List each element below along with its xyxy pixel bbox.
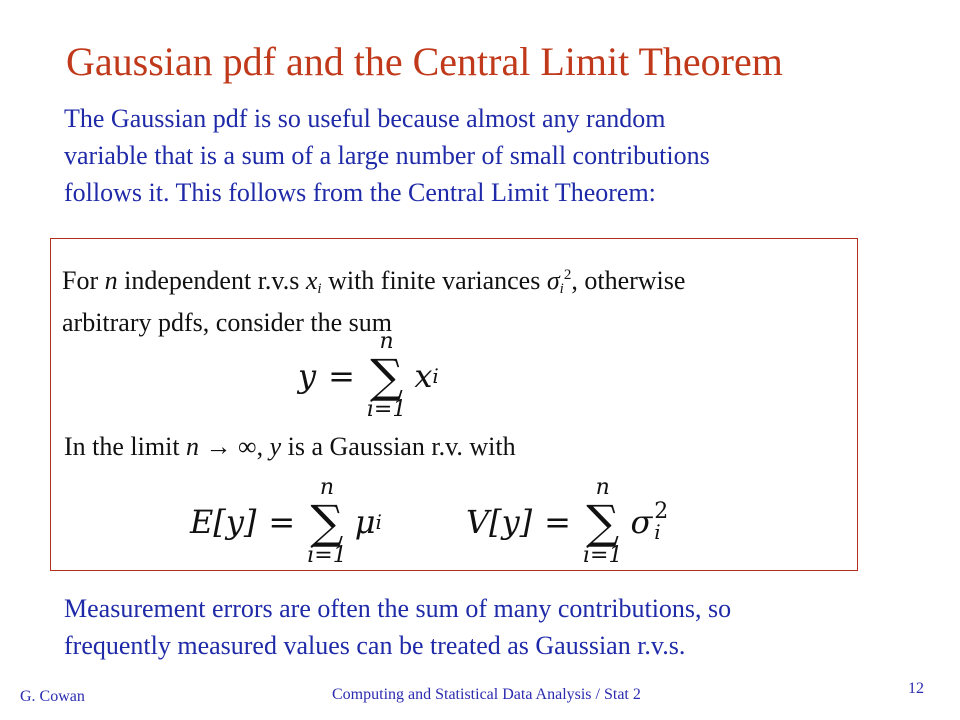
sum-term-subscript: i <box>432 364 439 388</box>
footer-course: Computing and Statistical Data Analysis / Stat 2 <box>332 686 641 703</box>
math-y: y <box>269 432 282 461</box>
text-fragment: with finite variances <box>321 266 547 295</box>
sum-upper-limit: n <box>595 475 610 500</box>
footer-author: G. Cowan <box>20 688 85 705</box>
text-fragment: For <box>62 266 105 295</box>
eq-lhs: E[y] <box>190 503 257 541</box>
text-fragment: is a Gaussian r.v. with <box>281 432 516 461</box>
sum-term-subscript: i <box>654 520 661 544</box>
closing-line: frequently measured values can be treated as Gaussian r.v.s. <box>64 631 686 660</box>
math-subscript: i <box>317 281 322 297</box>
sigma-icon: ∑ <box>586 495 620 549</box>
math-n: n <box>186 432 200 461</box>
slide-title: Gaussian pdf and the Central Limit Theorem <box>66 39 783 84</box>
math-n: n <box>104 266 118 295</box>
mean-equation <box>190 476 382 568</box>
term-scripts <box>654 499 669 544</box>
sigma-icon: ∑ <box>310 495 344 549</box>
eq-sign: = <box>544 503 571 541</box>
limit-statement <box>64 432 516 462</box>
math-subscript: i <box>559 281 564 297</box>
sum-lower-limit: i=1 <box>307 543 347 568</box>
summation-symbol <box>583 476 622 568</box>
math-superscript: 2 <box>563 267 572 283</box>
eq-sign: = <box>328 357 355 395</box>
text-fragment: , otherwise <box>571 266 686 295</box>
summation-symbol <box>367 330 406 422</box>
intro-line: variable that is a sum of a large number of small contributions <box>64 141 710 170</box>
sum-upper-limit: n <box>379 329 394 354</box>
intro-line: The Gaussian pdf is so useful because almost any random <box>64 104 666 133</box>
eq-sign: = <box>268 503 296 541</box>
sum-term-subscript: i <box>375 510 382 534</box>
sum-lower-limit: i=1 <box>582 543 623 568</box>
math-sigma: σ <box>546 266 560 295</box>
closing-line: Measurement errors are often the sum of many contributions, so <box>64 594 732 623</box>
eq-lhs: V[y] <box>466 503 533 541</box>
footer-page-number: 12 <box>908 680 924 697</box>
text-fragment: independent r.v.s <box>117 266 306 295</box>
sum-term: σ <box>630 503 653 541</box>
sum-term-superscript: 2 <box>654 499 669 524</box>
text-fragment: → ∞, <box>199 432 270 461</box>
sum-term: μ <box>354 503 376 541</box>
intro-paragraph <box>64 100 904 211</box>
summation-symbol <box>307 476 346 568</box>
eq-lhs: y <box>298 357 317 395</box>
theorem-line-1 <box>62 258 685 306</box>
sum-upper-limit: n <box>319 475 335 500</box>
text-fragment: In the limit <box>64 432 187 461</box>
math-x: x <box>305 266 318 295</box>
theorem-statement <box>62 258 685 340</box>
sum-lower-limit: i=1 <box>366 397 407 422</box>
sum-term: x <box>414 357 433 395</box>
intro-line: follows it. This follows from the Central Limit Theorem: <box>64 178 656 207</box>
sigma-icon: ∑ <box>370 349 404 403</box>
theorem-line-2: arbitrary pdfs, consider the sum <box>62 308 392 337</box>
closing-paragraph <box>64 590 924 664</box>
sum-equation <box>298 330 439 422</box>
variance-equation <box>466 476 668 568</box>
